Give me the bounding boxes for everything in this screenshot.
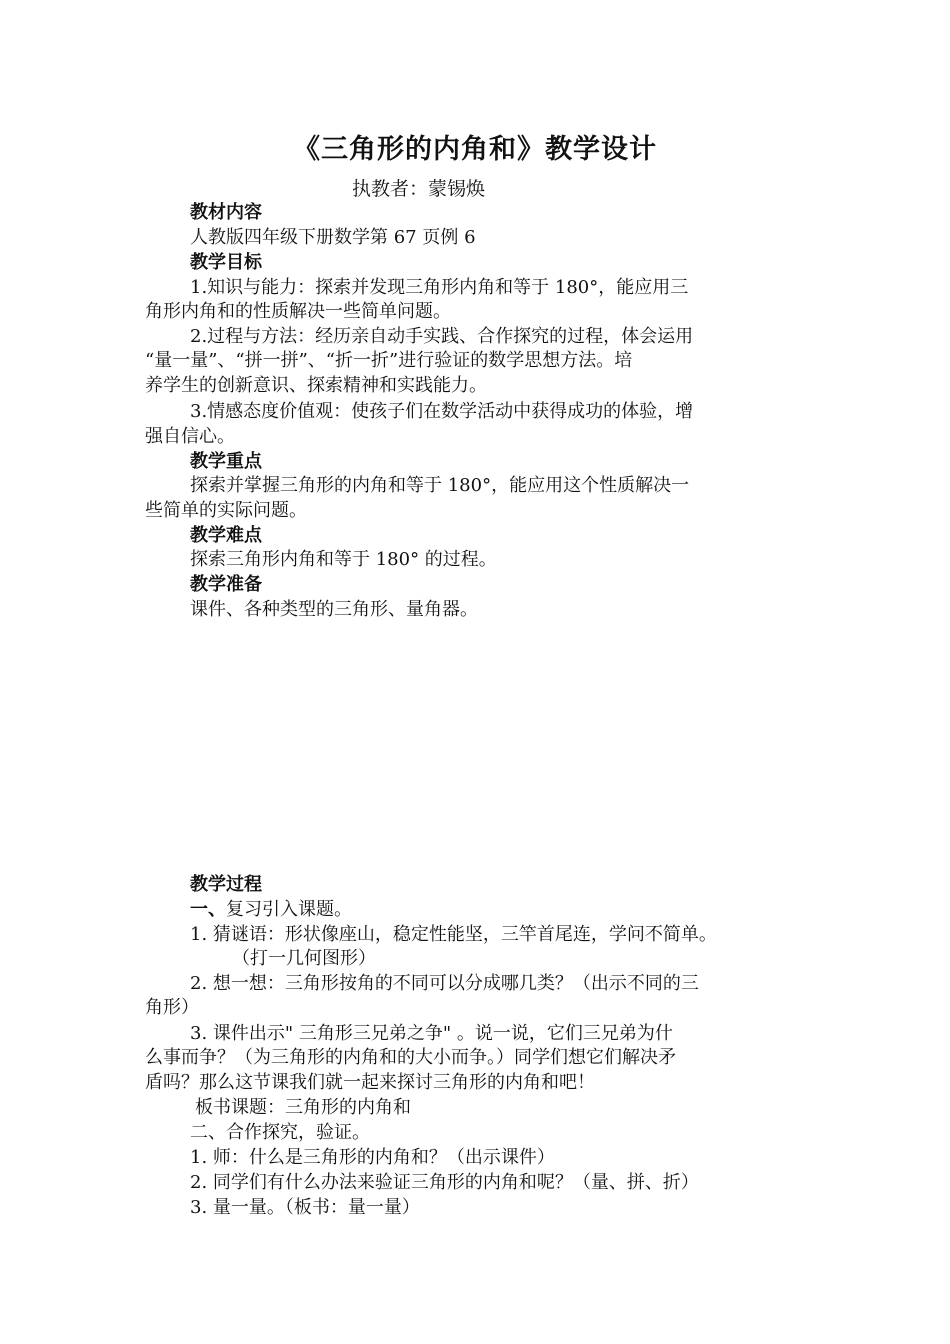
part-2-heading: 二、合作探究，验证。 — [190, 1122, 370, 1143]
goal-3-line-1: 3.情感态度价值观：使孩子们在数学活动中获得成功的体验，增 — [190, 401, 694, 422]
part-1-item-1-line-1: 1. 猜谜语：形状像座山，稳定性能坚，三竿首尾连，学问不简单。 — [190, 924, 717, 945]
section-heading-material: 教材内容 — [190, 202, 262, 223]
part-1-title: 复习引入课题。 — [226, 899, 352, 920]
part-1-item-2-line-2: 角形） — [145, 997, 199, 1018]
key-line-1: 探索并掌握三角形的内角和等于 180°，能应用这个性质解决一 — [190, 475, 690, 496]
part-2-item-2: 2. 同学们有什么办法来验证三角形的内角和呢？（量、拼、折） — [190, 1172, 699, 1193]
material-text: 人教版四年级下册数学第 67 页例 6 — [190, 227, 476, 248]
section-heading-key: 教学重点 — [190, 451, 262, 472]
document-title: 《三角形的内角和》教学设计 — [293, 134, 657, 165]
goal-2-line-1: 2.过程与方法：经历亲自动手实践、合作探究的过程，体会运用 — [190, 326, 694, 347]
goal-2-line-2: “量一量”、“拼一拼”、“折一折”进行验证的数学思想方法。培 — [145, 350, 633, 371]
key-line-2: 些简单的实际问题。 — [145, 500, 307, 521]
part-1-heading — [190, 897, 950, 923]
board-title-line: 板书课题：三角形的内角和 — [195, 1097, 411, 1118]
goal-1-line-1: 1.知识与能力：探索并发现三角形内角和等于 180°，能应用三 — [190, 277, 689, 298]
section-heading-goals: 教学目标 — [190, 252, 262, 273]
prep-text: 课件、各种类型的三角形、量角器。 — [190, 599, 478, 620]
part-1-item-3-line-1: 3. 课件出示" 三角形三兄弟之争" 。说一说，它们三兄弟为什 — [190, 1023, 673, 1044]
section-heading-process: 教学过程 — [190, 874, 262, 895]
part-1-item-3-line-3: 盾吗？那么这节课我们就一起来探讨三角形的内角和吧！ — [145, 1072, 595, 1093]
author-line: 执教者：蒙锡焕 — [352, 178, 486, 200]
section-heading-difficulty: 教学难点 — [190, 525, 262, 546]
difficulty-text: 探索三角形内角和等于 180° 的过程。 — [190, 549, 497, 570]
part-2-item-3: 3. 量一量。（板书：量一量） — [190, 1197, 420, 1218]
goal-2-line-3: 养学生的创新意识、探索精神和实践能力。 — [145, 375, 487, 396]
part-1-item-1-line-2: （打一几何图形） — [232, 948, 376, 969]
part-1-item-3-line-2: 么事而争？（为三角形的内角和的大小而争。）同学们想它们解决矛 — [145, 1047, 676, 1068]
part-1-number: 一、 — [190, 899, 226, 920]
goal-1-line-2: 角形内角和的性质解决一些简单问题。 — [145, 301, 451, 322]
section-heading-prep: 教学准备 — [190, 574, 262, 595]
part-2-item-1: 1. 师：什么是三角形的内角和？（出示课件） — [190, 1147, 555, 1168]
goal-3-line-2: 强自信心。 — [145, 426, 235, 447]
part-1-item-2-line-1: 2. 想一想：三角形按角的不同可以分成哪几类？（出示不同的三 — [190, 973, 699, 994]
